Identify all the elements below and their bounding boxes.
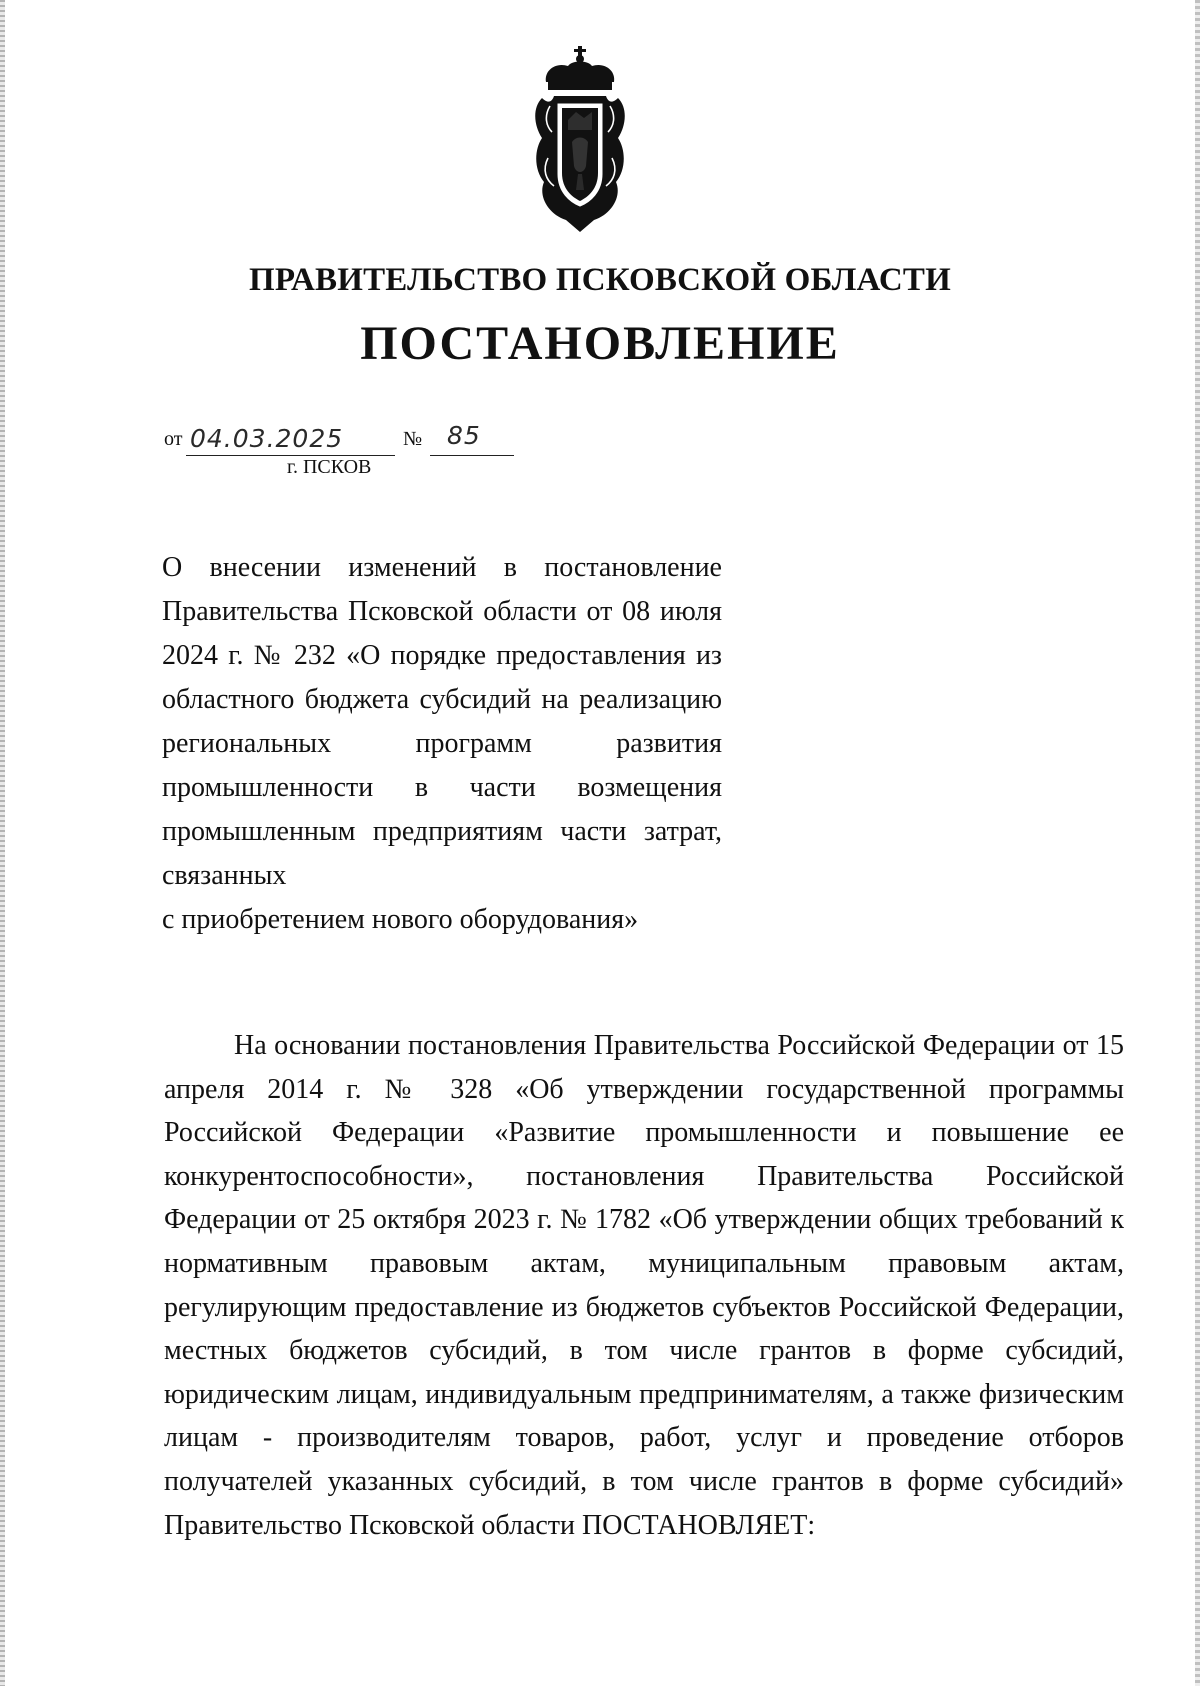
scan-edge-right: [1195, 0, 1200, 1686]
date-prefix: от: [164, 428, 183, 450]
number-underline: [430, 455, 514, 456]
document-subject-last-line: с приобретением нового оборудования»: [162, 904, 639, 935]
document-subject: О внесении изменений в постановление Правительства Псковской области от 08 июля 2024 г. № 232 «О порядке предоставления из областного бюджета субсидий на реализацию региональных программ развития промышленности в части возмещения промышленным предприятиям части затрат, связанных: [162, 552, 722, 891]
handwritten-number: 85: [447, 421, 481, 450]
government-title: ПРАВИТЕЛЬСТВО ПСКОВСКОЙ ОБЛАСТИ: [248, 262, 952, 298]
preamble-paragraph: На основании постановления Правительства Российской Федерации от 15 апреля 2014 г. № 328 «Об утверждении государственной программы Российской Федерации «Развитие промышленности и повышение ее конкурентоспособности», постановления Правительства Российской Федерации от 25 октября 2023 г. № 1782 «Об утверждении общих требований к нормативным правовым актам, муниципальным правовым актам, регулирующим предоставление из бюджетов субъектов Российской Федерации, местных бюджетов субсидий, в том числе грантов в форме субсидий, юридическим лицам, индивидуальным предпринимателям, а также физическим лицам - производителям товаров, работ, услуг и проведение отборов получателей указанных субсидий, в том числе грантов в форме субсидий» Правительство Псковской области ПОСТАНОВЛЯЕТ:: [164, 1030, 1124, 1541]
document-type-heading: ПОСТАНОВЛЕНИЕ: [360, 317, 840, 370]
number-label: №: [403, 428, 423, 450]
scan-edge-left: [0, 0, 5, 1686]
city-label: г. ПСКОВ: [287, 456, 372, 478]
pskov-oblast-coat-of-arms-icon: [528, 46, 632, 234]
handwritten-date: 04.03.2025: [190, 424, 344, 453]
